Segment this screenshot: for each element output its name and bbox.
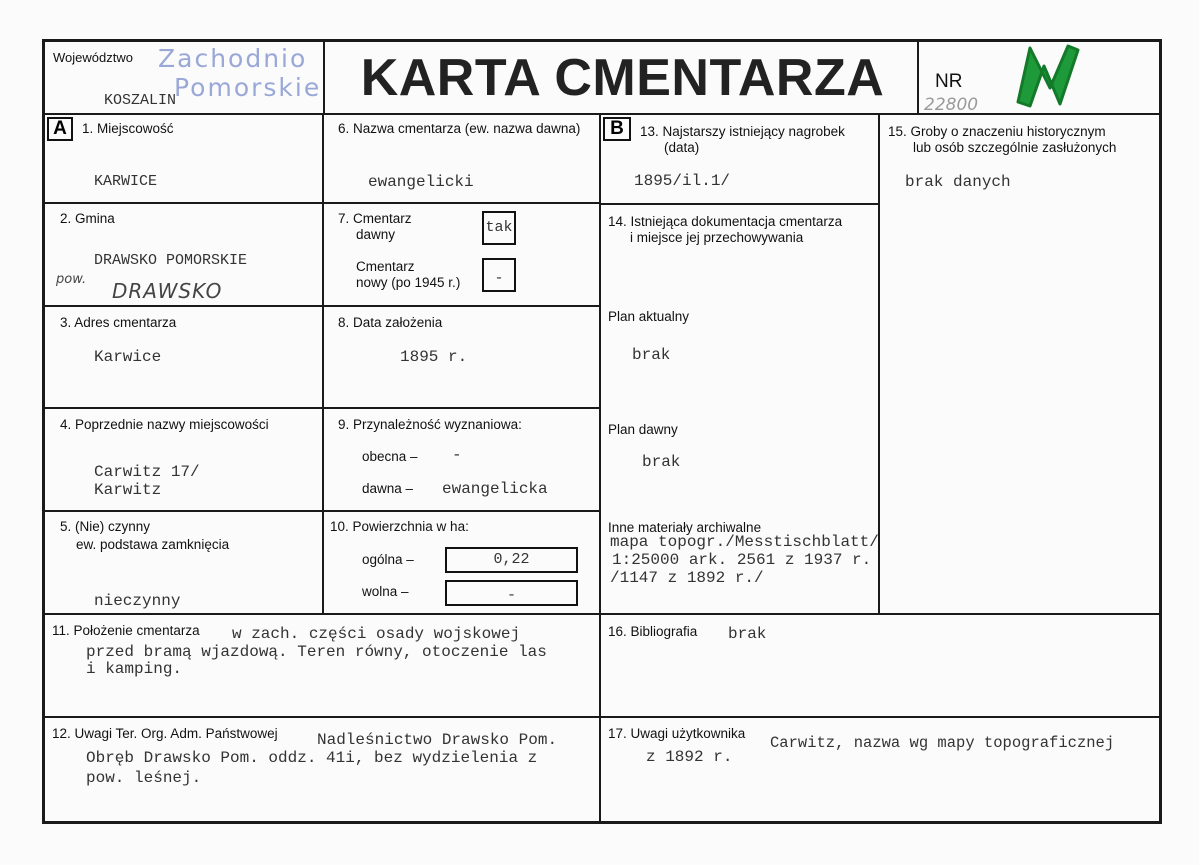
field-17-value-line1: Carwitz, nazwa wg mapy topograficznej — [770, 734, 1115, 752]
other-materials-label: Inne materiały archiwalne — [608, 520, 762, 535]
field-12-value-line1: Nadleśnictwo Drawsko Pom. — [317, 731, 558, 749]
field-16-value: brak — [728, 625, 767, 643]
voivodeship-label: Województwo — [53, 50, 133, 65]
row-line-2 — [42, 305, 601, 307]
row-line-1 — [42, 202, 601, 204]
green-marker-stroke — [1008, 40, 1098, 112]
field-3-label: 3. Adres cmentarza — [60, 315, 177, 330]
field-4-value-line1: Carwitz 17/ — [94, 463, 200, 481]
field-11-value-line3: i kamping. — [86, 660, 183, 678]
field-1-label: 1. Miejscowość — [82, 121, 174, 136]
field-10-total-label: ogólna – — [362, 552, 414, 567]
plan-current-label: Plan aktualny — [608, 309, 690, 324]
field-17-label: 17. Uwagi użytkownika — [608, 726, 746, 741]
voivodeship-stamp-line1: Zachodnio — [158, 44, 308, 73]
field-13-label-line1: 13. Najstarszy istniejący nagrobek — [640, 124, 845, 139]
field-11-value-line2: przed bramą wjazdową. Teren równy, otoczenie las — [86, 643, 547, 661]
field-11-label: 11. Położenie cmentarza — [52, 623, 200, 638]
outer-border-top — [42, 39, 1162, 42]
row-line-6 — [42, 716, 1162, 718]
field-15-label-line2: lub osób szczególnie zasłużonych — [913, 140, 1117, 155]
header-divider-1 — [323, 39, 325, 115]
page-title: KARTA CMENTARZA — [360, 49, 885, 107]
field-16-label: 16. Bibliografia — [608, 624, 698, 639]
field-8-label: 8. Data założenia — [338, 315, 443, 330]
section-b-marker: B — [603, 117, 631, 141]
field-5-value: nieczynny — [94, 592, 181, 610]
plan-old-value: brak — [642, 453, 681, 471]
field-7-new-checkbox: - — [482, 258, 516, 292]
field-4-value-line2: Karwitz — [94, 481, 162, 499]
outer-border-bottom — [42, 821, 1162, 824]
field-7-new-label-line2: nowy (po 1945 r.) — [356, 275, 461, 290]
field-10-free-label: wolna – — [362, 584, 409, 599]
field-2-label: 2. Gmina — [60, 211, 115, 226]
field-9-current-value: - — [452, 446, 462, 464]
other-materials-line3: /1147 z 1892 r./ — [610, 569, 764, 587]
field-2-hand-value: DRAWSKO — [112, 279, 223, 303]
field-5-label-line1: 5. (Nie) czynny — [60, 519, 151, 534]
outer-border-left — [42, 39, 45, 824]
nr-number: 22800 — [924, 95, 979, 115]
field-12-value-line3: pow. leśnej. — [86, 769, 202, 787]
field-9-former-label: dawna – — [362, 481, 414, 496]
voivodeship-stamp-line2: Pomorskie — [174, 73, 322, 102]
field-1-value: KARWICE — [94, 173, 158, 190]
field-10-label: 10. Powierzchnia w ha: — [330, 519, 469, 534]
row-line-4 — [42, 510, 601, 512]
field-14-label-line2: i miejsce jej przechowywania — [630, 230, 804, 245]
outer-border-right — [1159, 39, 1162, 824]
field-8-value: 1895 r. — [400, 348, 468, 366]
field-10-free-value: - — [445, 580, 578, 606]
field-15-value: brak danych — [905, 173, 1011, 191]
field-4-label: 4. Poprzednie nazwy miejscowości — [60, 417, 269, 432]
other-materials-line1: mapa topogr./Messtischblatt/ — [610, 533, 879, 551]
field-9-current-label: obecna – — [362, 449, 418, 464]
field-10-total-value: 0,22 — [445, 547, 578, 573]
field-6-label: 6. Nazwa cmentarza (ew. nazwa dawna) — [338, 121, 581, 136]
header-bottom-line — [42, 113, 1162, 115]
row-line-b1 — [599, 203, 880, 205]
nr-label: NR — [935, 71, 963, 92]
field-12-label: 12. Uwagi Ter. Org. Adm. Państwowej — [52, 726, 278, 741]
field-17-value-line2: z 1892 r. — [646, 748, 733, 766]
field-2-value: DRAWSKO POMORSKIE — [94, 252, 248, 269]
field-14-label-line1: 14. Istniejąca dokumentacja cmentarza — [608, 214, 843, 229]
field-11-value-line1: w zach. części osady wojskowej — [232, 625, 521, 643]
field-13-label-line2: (data) — [664, 140, 700, 155]
plan-current-value: brak — [632, 346, 671, 364]
row-line-3 — [42, 407, 601, 409]
col-divider-1 — [322, 113, 324, 613]
plan-old-label: Plan dawny — [608, 422, 678, 437]
other-materials-line2: 1:25000 ark. 2561 z 1937 r. — [612, 551, 872, 569]
field-6-value: ewangelicki — [368, 173, 474, 191]
field-7-label-line1: 7. Cmentarz — [338, 211, 412, 226]
field-9-former-value: ewangelicka — [442, 480, 548, 498]
region-value: KOSZALIN — [104, 92, 177, 109]
field-9-label: 9. Przynależność wyznaniowa: — [338, 417, 522, 432]
field-13-value: 1895/il.1/ — [634, 172, 731, 190]
field-12-value-line2: Obręb Drawsko Pom. oddz. 41i, bez wydzielenia z — [86, 749, 538, 767]
field-7-new-label-line1: Cmentarz — [356, 259, 415, 274]
field-3-value: Karwice — [94, 348, 162, 366]
field-15-label-line1: 15. Groby o znaczeniu historycznym — [888, 124, 1106, 139]
field-5-label-line2: ew. podstawa zamknięcia — [76, 537, 230, 552]
field-7-label-line2: dawny — [356, 227, 396, 242]
section-a-marker: A — [47, 117, 73, 141]
field-2-hand-prefix: pow. — [56, 272, 87, 287]
header-divider-2 — [917, 39, 919, 115]
row-line-5 — [42, 613, 1162, 615]
field-7-old-checkbox: tak — [482, 211, 516, 245]
